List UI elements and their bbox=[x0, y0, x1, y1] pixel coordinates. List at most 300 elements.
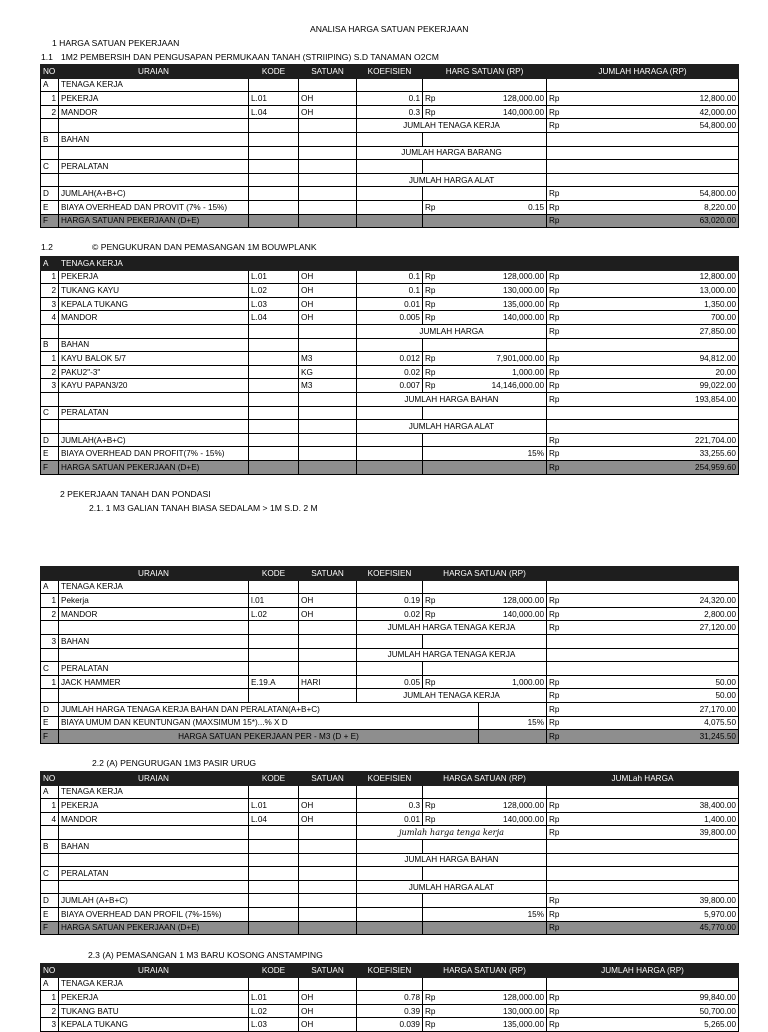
cell-koefisien bbox=[357, 580, 423, 594]
table-1-1 bbox=[40, 64, 739, 228]
price-value: 0.15 bbox=[528, 202, 545, 212]
amount-value: 1,400.00 bbox=[704, 814, 736, 824]
cell-koefisien: 0.3 bbox=[357, 105, 423, 119]
cell-kode: l.01 bbox=[249, 594, 299, 608]
currency-label: Rp bbox=[549, 704, 560, 714]
currency-label: Rp bbox=[549, 1006, 560, 1016]
currency-label: Rp bbox=[425, 202, 436, 212]
currency-label: Rp bbox=[425, 814, 436, 824]
cell-no: 1 bbox=[41, 799, 59, 813]
cell-uraian: TENAGA KERJA bbox=[59, 78, 249, 92]
cell-no: F bbox=[41, 460, 59, 474]
table-row bbox=[41, 785, 739, 799]
cell-satuan bbox=[299, 580, 357, 594]
cell-uraian: JACK HAMMER bbox=[59, 675, 249, 689]
cell-harga-satuan bbox=[423, 433, 547, 447]
cell-satuan bbox=[299, 689, 357, 703]
amount-value: 63,020.00 bbox=[699, 216, 737, 226]
cell-jumlah bbox=[547, 146, 739, 160]
section-1-heading: 1 HARGA SATUAN PEKERJAAN bbox=[52, 38, 180, 48]
cell-harga-satuan bbox=[423, 662, 547, 676]
cell-no: D bbox=[41, 187, 59, 201]
amount-value: 38,400.00 bbox=[699, 800, 736, 810]
header-jumlah-harga bbox=[547, 567, 739, 581]
currency-label: Rp bbox=[425, 272, 436, 282]
cell-satuan: OH bbox=[299, 92, 357, 106]
amount-value: 24,320.00 bbox=[699, 595, 736, 605]
cell-satuan: OH bbox=[299, 1004, 357, 1018]
section-2-1-title: 2.1. 1 M3 GALIAN TANAH BIASA SEDALAM > 1M S.D. 2 M bbox=[89, 503, 318, 513]
table-row bbox=[41, 675, 739, 689]
cell-harga bbox=[479, 730, 547, 744]
cell-uraian: PERALATAN bbox=[59, 406, 249, 420]
cell-harga-satuan bbox=[423, 187, 547, 201]
cell-kode: L.01 bbox=[249, 799, 299, 813]
cell-harga-satuan bbox=[423, 785, 547, 799]
cell-uraian bbox=[59, 853, 249, 867]
price-value: 135,000.00 bbox=[503, 299, 544, 309]
cell-jumlah bbox=[547, 78, 739, 92]
cell-satuan bbox=[299, 867, 357, 881]
table-row bbox=[41, 78, 739, 92]
cell-koefisien: 0.05 bbox=[357, 675, 423, 689]
cell-jumlah bbox=[547, 594, 739, 608]
table-row bbox=[41, 907, 739, 921]
cell-jumlah bbox=[547, 132, 739, 146]
price-value: 140,000.00 bbox=[503, 609, 544, 619]
currency-label: Rp bbox=[549, 896, 560, 906]
cell-kode bbox=[249, 785, 299, 799]
table-row bbox=[41, 594, 739, 608]
cell-koefisien: 0.007 bbox=[357, 379, 423, 393]
cell-harga-satuan bbox=[423, 406, 547, 420]
cell-uraian bbox=[59, 173, 249, 187]
price-value: 128,000.00 bbox=[503, 992, 544, 1002]
cell-jumlah bbox=[547, 716, 739, 730]
cell-kode bbox=[249, 214, 299, 228]
header-koefisien: KOEFISIEN bbox=[357, 964, 423, 978]
price-value: 14,146,000.00 bbox=[491, 381, 544, 391]
currency-label: Rp bbox=[425, 353, 436, 363]
cell-koefisien: 0.1 bbox=[357, 284, 423, 298]
table-row bbox=[41, 257, 739, 271]
header-kode: KODE bbox=[249, 772, 299, 786]
table-header-row bbox=[41, 567, 739, 581]
cell-no bbox=[41, 689, 59, 703]
cell-kode: L.01 bbox=[249, 92, 299, 106]
cell-kode: L.04 bbox=[249, 812, 299, 826]
table-row bbox=[41, 977, 739, 991]
price-value: 7,901,000.00 bbox=[496, 353, 544, 363]
currency-label: Rp bbox=[425, 1006, 436, 1016]
currency-label: Rp bbox=[549, 313, 560, 323]
cell-kode bbox=[249, 634, 299, 648]
table-2-1 bbox=[40, 566, 739, 744]
cell-jumlah bbox=[547, 311, 739, 325]
cell-koefisien bbox=[357, 634, 423, 648]
cell-kode bbox=[249, 977, 299, 991]
price-value: 1,000.00 bbox=[512, 677, 544, 687]
cell-jumlah bbox=[547, 352, 739, 366]
cell-harga-satuan bbox=[423, 907, 547, 921]
cell-no bbox=[41, 324, 59, 338]
currency-label: Rp bbox=[549, 691, 560, 701]
amount-value: 39,800.00 bbox=[699, 828, 736, 838]
cell-no: 3 bbox=[41, 379, 59, 393]
currency-label: Rp bbox=[425, 367, 436, 377]
cell-uraian: BIAYA UMUM DAN KEUNTUNGAN (MAXSIMUM 15*)...% X D bbox=[59, 716, 479, 730]
cell-kode bbox=[249, 921, 299, 935]
header-no bbox=[41, 567, 59, 581]
cell-uraian: JUMLAH(A+B+C) bbox=[59, 187, 249, 201]
cell-jumlah bbox=[547, 634, 739, 648]
cell-jumlah bbox=[547, 607, 739, 621]
currency-label: Rp bbox=[549, 189, 560, 199]
cell-kode bbox=[249, 433, 299, 447]
cell-jumlah bbox=[547, 160, 739, 174]
cell-koefisien bbox=[357, 839, 423, 853]
cell-no bbox=[41, 173, 59, 187]
header-kode: KODE bbox=[249, 65, 299, 79]
cell-satuan: M3 bbox=[299, 379, 357, 393]
cell-no: 4 bbox=[41, 812, 59, 826]
amount-value: 4,075.50 bbox=[704, 718, 736, 728]
price-value: 128,000.00 bbox=[503, 272, 544, 282]
cell-harga-satuan bbox=[423, 257, 547, 271]
cell-jumlah bbox=[547, 447, 739, 461]
table-row bbox=[41, 894, 739, 908]
cell-satuan bbox=[299, 392, 357, 406]
cell-uraian: PEKERJA bbox=[59, 799, 249, 813]
amount-value: 42,000.00 bbox=[699, 107, 737, 117]
cell-harga-satuan bbox=[423, 270, 547, 284]
cell-kode: L.02 bbox=[249, 1004, 299, 1018]
cell-no: 2 bbox=[41, 284, 59, 298]
cell-no: 1 bbox=[41, 675, 59, 689]
cell-no bbox=[41, 392, 59, 406]
cell-uraian: PERALATAN bbox=[59, 662, 249, 676]
cell-no: 1 bbox=[41, 352, 59, 366]
section-2-heading: 2 PEKERJAAN TANAH DAN PONDASI bbox=[60, 489, 211, 499]
cell-koefisien: 0.02 bbox=[357, 365, 423, 379]
currency-label: Rp bbox=[549, 381, 560, 391]
amount-value: 54,800.00 bbox=[699, 121, 737, 131]
cell-kode: L.02 bbox=[249, 284, 299, 298]
cell-satuan bbox=[299, 173, 357, 187]
header-koefisien: KOEFISIEN bbox=[357, 772, 423, 786]
cell-koefisien: 0.3 bbox=[357, 799, 423, 813]
amount-value: 50,700.00 bbox=[699, 1006, 736, 1016]
amount-value: 700.00 bbox=[710, 313, 736, 323]
section-1-2-label: 1.2 bbox=[41, 242, 53, 252]
cell-no: A bbox=[41, 257, 59, 271]
cell-koefisien bbox=[357, 447, 423, 461]
cell-no: F bbox=[41, 921, 59, 935]
currency-label: Rp bbox=[549, 595, 560, 605]
cell-uraian: TUKANG KAYU bbox=[59, 284, 249, 298]
cell-kode bbox=[249, 420, 299, 434]
table-row bbox=[41, 812, 739, 826]
table-row bbox=[41, 799, 739, 813]
cell-no: 1 bbox=[41, 270, 59, 284]
currency-label: Rp bbox=[425, 800, 436, 810]
cell-koefisien: 0.1 bbox=[357, 92, 423, 106]
cell-harga-satuan bbox=[423, 580, 547, 594]
cell-no: C bbox=[41, 160, 59, 174]
currency-label: Rp bbox=[425, 299, 436, 309]
section-2-3-title: 2.3 (A) PEMASANGAN 1 M3 BARU KOSONG ANSTAMPING bbox=[88, 950, 323, 960]
currency-label: Rp bbox=[425, 992, 436, 1002]
amount-value: 50.00 bbox=[715, 691, 736, 701]
cell-jumlah bbox=[547, 406, 739, 420]
cell-jumlah bbox=[547, 621, 739, 635]
currency-label: Rp bbox=[549, 353, 560, 363]
cell-jumlah bbox=[547, 338, 739, 352]
price-value: 130,000.00 bbox=[503, 1006, 544, 1016]
cell-no: E bbox=[41, 447, 59, 461]
cell-kode bbox=[249, 119, 299, 133]
cell-no: C bbox=[41, 662, 59, 676]
cell-kode bbox=[249, 173, 299, 187]
amount-value: 12,800.00 bbox=[699, 272, 736, 282]
cell-subtotal-label: JUMLAH HARGA TENAGA KERJA bbox=[357, 648, 547, 662]
cell-kode: L.04 bbox=[249, 311, 299, 325]
cell-satuan bbox=[299, 634, 357, 648]
price-value: 15% bbox=[527, 449, 544, 459]
cell-no: C bbox=[41, 867, 59, 881]
cell-kode: L.04 bbox=[249, 105, 299, 119]
cell-satuan bbox=[299, 160, 357, 174]
currency-label: Rp bbox=[549, 435, 560, 445]
header-jumlah-harga: JUMLAH HARAGA (RP) bbox=[547, 65, 739, 79]
table-1-2 bbox=[40, 256, 739, 475]
cell-kode bbox=[249, 621, 299, 635]
cell-harga-satuan bbox=[423, 214, 547, 228]
table-row bbox=[41, 92, 739, 106]
price-value: 15% bbox=[527, 909, 544, 919]
header-harga-satuan: HARGA SATUAN (RP) bbox=[423, 772, 547, 786]
cell-kode bbox=[249, 324, 299, 338]
cell-satuan bbox=[299, 921, 357, 935]
amount-value: 94,812.00 bbox=[699, 353, 736, 363]
table-row bbox=[41, 284, 739, 298]
cell-no: 3 bbox=[41, 1018, 59, 1032]
cell-no bbox=[41, 621, 59, 635]
cell-uraian: JUMLAH HARGA TENAGA KERJA BAHAN DAN PERALATAN(A+B+C) bbox=[59, 702, 479, 716]
cell-kode: L.03 bbox=[249, 1018, 299, 1032]
cell-kode bbox=[249, 187, 299, 201]
cell-jumlah bbox=[547, 580, 739, 594]
cell-satuan bbox=[299, 132, 357, 146]
cell-jumlah bbox=[547, 284, 739, 298]
cell-jumlah bbox=[547, 324, 739, 338]
table-row bbox=[41, 433, 739, 447]
cell-jumlah bbox=[547, 977, 739, 991]
cell-harga-satuan bbox=[423, 379, 547, 393]
cell-no: B bbox=[41, 132, 59, 146]
cell-kode: L.02 bbox=[249, 607, 299, 621]
cell-satuan bbox=[299, 907, 357, 921]
header-no: NO bbox=[41, 964, 59, 978]
cell-uraian: BIAYA OVERHEAD DAN PROVIT (7% - 15%) bbox=[59, 200, 249, 214]
cell-satuan: OH bbox=[299, 284, 357, 298]
cell-harga-satuan bbox=[423, 447, 547, 461]
table-row bbox=[41, 173, 739, 187]
cell-uraian: HARGA SATUAN PEKERJAAN (D+E) bbox=[59, 460, 249, 474]
table-row bbox=[41, 662, 739, 676]
cell-koefisien bbox=[357, 460, 423, 474]
amount-value: 99,840.00 bbox=[699, 992, 736, 1002]
table-row bbox=[41, 311, 739, 325]
currency-label: Rp bbox=[549, 285, 560, 295]
table-row bbox=[41, 991, 739, 1005]
cell-no: 4 bbox=[41, 311, 59, 325]
table-row bbox=[41, 105, 739, 119]
cell-koefisien bbox=[357, 214, 423, 228]
cell-jumlah bbox=[547, 92, 739, 106]
currency-label: Rp bbox=[549, 623, 560, 633]
cell-no: D bbox=[41, 702, 59, 716]
cell-uraian bbox=[59, 826, 249, 840]
cell-harga-satuan bbox=[423, 799, 547, 813]
cell-no: 2 bbox=[41, 365, 59, 379]
cell-jumlah bbox=[547, 214, 739, 228]
cell-satuan bbox=[299, 839, 357, 853]
cell-uraian: BAHAN bbox=[59, 634, 249, 648]
cell-jumlah bbox=[547, 460, 739, 474]
cell-kode bbox=[249, 257, 299, 271]
cell-kode bbox=[249, 146, 299, 160]
cell-jumlah bbox=[547, 365, 739, 379]
cell-jumlah bbox=[547, 894, 739, 908]
currency-label: Rp bbox=[549, 216, 560, 226]
cell-uraian bbox=[59, 621, 249, 635]
currency-label: Rp bbox=[549, 107, 560, 117]
cell-subtotal-label: jumlah harga tenga kerja bbox=[357, 826, 547, 840]
amount-value: 2,800.00 bbox=[704, 609, 736, 619]
table-row bbox=[41, 146, 739, 160]
cell-harga-satuan bbox=[423, 1018, 547, 1032]
currency-label: Rp bbox=[549, 1020, 560, 1030]
cell-jumlah bbox=[547, 257, 739, 271]
cell-no: C bbox=[41, 406, 59, 420]
currency-label: Rp bbox=[549, 718, 560, 728]
cell-koefisien bbox=[357, 433, 423, 447]
cell-no: F bbox=[41, 730, 59, 744]
cell-no bbox=[41, 119, 59, 133]
table-2-2 bbox=[40, 771, 739, 935]
table-row bbox=[41, 324, 739, 338]
cell-satuan bbox=[299, 78, 357, 92]
cell-no: A bbox=[41, 977, 59, 991]
cell-satuan bbox=[299, 785, 357, 799]
currency-label: Rp bbox=[425, 107, 436, 117]
cell-harga-satuan bbox=[423, 132, 547, 146]
cell-harga-satuan bbox=[423, 365, 547, 379]
cell-kode bbox=[249, 894, 299, 908]
cell-satuan bbox=[299, 447, 357, 461]
cell-no bbox=[41, 146, 59, 160]
cell-subtotal-label: JUMLAH HARGA BARANG bbox=[357, 146, 547, 160]
cell-no: 3 bbox=[41, 634, 59, 648]
currency-label: Rp bbox=[425, 677, 436, 687]
cell-kode bbox=[249, 648, 299, 662]
header-jumlah-harga: JUMLAH HARGA (RP) bbox=[547, 964, 739, 978]
cell-satuan bbox=[299, 621, 357, 635]
amount-value: 50.00 bbox=[715, 677, 736, 687]
currency-label: Rp bbox=[425, 313, 436, 323]
cell-uraian: KEPALA TUKANG bbox=[59, 1018, 249, 1032]
price-value: 140,000.00 bbox=[503, 814, 544, 824]
cell-jumlah bbox=[547, 799, 739, 813]
cell-jumlah bbox=[547, 433, 739, 447]
cell-koefisien bbox=[357, 894, 423, 908]
table-row bbox=[41, 297, 739, 311]
cell-koefisien: 0.005 bbox=[357, 311, 423, 325]
table-row bbox=[41, 689, 739, 703]
cell-uraian: PEKERJA bbox=[59, 991, 249, 1005]
table-row bbox=[41, 621, 739, 635]
cell-no: E bbox=[41, 907, 59, 921]
cell-koefisien: 0.012 bbox=[357, 352, 423, 366]
cell-satuan bbox=[299, 406, 357, 420]
cell-uraian: MANDOR bbox=[59, 607, 249, 621]
cell-satuan: OH bbox=[299, 311, 357, 325]
price-value: 135,000.00 bbox=[503, 1020, 544, 1030]
cell-satuan bbox=[299, 662, 357, 676]
cell-uraian: TENAGA KERJA bbox=[59, 257, 249, 271]
cell-harga-satuan bbox=[423, 977, 547, 991]
cell-harga-satuan bbox=[423, 92, 547, 106]
cell-uraian bbox=[59, 648, 249, 662]
cell-kode: L.01 bbox=[249, 270, 299, 284]
amount-value: 27,170.00 bbox=[699, 704, 736, 714]
cell-harga-satuan bbox=[423, 634, 547, 648]
cell-kode bbox=[249, 365, 299, 379]
cell-satuan: OH bbox=[299, 297, 357, 311]
currency-label: Rp bbox=[425, 1020, 436, 1030]
currency-label: Rp bbox=[549, 367, 560, 377]
cell-no: 1 bbox=[41, 594, 59, 608]
cell-jumlah bbox=[547, 991, 739, 1005]
cell-jumlah bbox=[547, 392, 739, 406]
cell-satuan: OH bbox=[299, 1018, 357, 1032]
table-row bbox=[41, 338, 739, 352]
cell-jumlah bbox=[547, 1004, 739, 1018]
header-satuan: SATUAN bbox=[299, 567, 357, 581]
cell-jumlah bbox=[547, 839, 739, 853]
cell-kode bbox=[249, 662, 299, 676]
currency-label: Rp bbox=[549, 272, 560, 282]
table-row bbox=[41, 580, 739, 594]
cell-kode bbox=[249, 460, 299, 474]
cell-uraian: PEKERJA bbox=[59, 270, 249, 284]
table-row bbox=[41, 921, 739, 935]
cell-satuan bbox=[299, 420, 357, 434]
cell-uraian: PERALATAN bbox=[59, 867, 249, 881]
table-row bbox=[41, 160, 739, 174]
cell-harga-satuan bbox=[423, 78, 547, 92]
currency-label: Rp bbox=[425, 381, 436, 391]
cell-kode bbox=[249, 826, 299, 840]
table-row bbox=[41, 648, 739, 662]
currency-label: Rp bbox=[549, 326, 560, 336]
table-row bbox=[41, 379, 739, 393]
table-row bbox=[41, 392, 739, 406]
currency-label: Rp bbox=[549, 449, 560, 459]
currency-label: Rp bbox=[549, 909, 560, 919]
cell-koefisien bbox=[357, 921, 423, 935]
